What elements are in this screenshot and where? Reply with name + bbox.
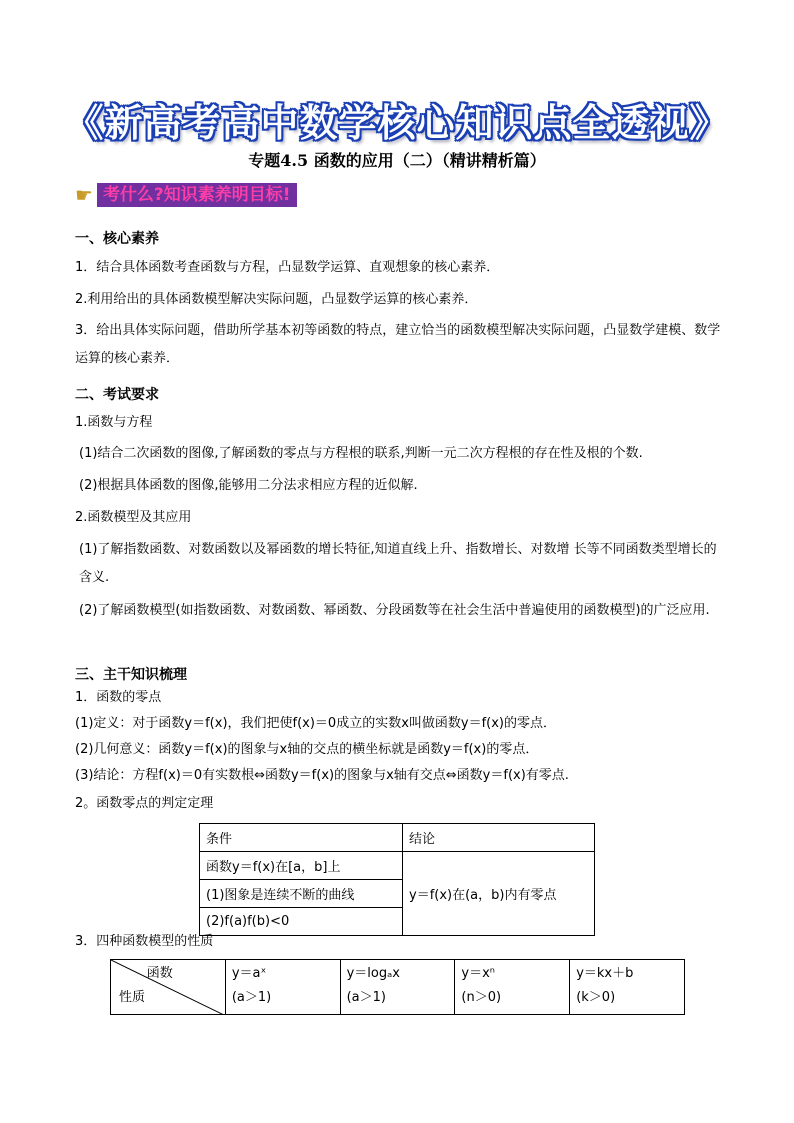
model-col-linear — [570, 960, 685, 1015]
core-item-1: 1．结合具体函数考查函数与方程，凸显数学运算、直观想象的核心素养． — [75, 260, 500, 275]
model-condition: (n＞0) — [461, 990, 502, 1005]
model-col-power — [455, 960, 570, 1015]
diagonal-header-cell — [111, 960, 226, 1015]
pointing-hand-icon: ☛ — [75, 183, 93, 207]
model-formula: y＝xⁿ — [461, 966, 495, 981]
condition-row-1: 函数y＝f(x)在[a，b]上 — [200, 852, 403, 880]
model-col-logarithmic — [340, 960, 455, 1015]
theorem-table — [199, 823, 595, 936]
corner-label-property: 性质 — [119, 990, 146, 1005]
model-col-exponential — [225, 960, 340, 1015]
model-formula: y＝kx＋b — [576, 966, 634, 981]
corner-label-function: 函数 — [146, 966, 173, 981]
model-condition: (a＞1) — [346, 990, 386, 1005]
section-banner — [75, 183, 297, 207]
table-header-condition: 条件 — [200, 824, 403, 852]
core-item-3: 3．给出具体实际问题，借助所学基本初等函数的特点，建立恰当的函数模型解决实际问题，凸显数学建模、数学运算的核心素养． — [75, 323, 721, 366]
models-heading: 3．四种函数模型的性质 — [75, 934, 214, 949]
zero-point-geometric: (2)几何意义：函数y＝f(x)的图象与x轴的交点的横坐标就是函数y＝f(x)的零点． — [75, 742, 539, 757]
zero-point-conclusion: (3)结论：方程f(x)＝0有实数根⇔函数y＝f(x)的图象与x轴有交点⇔函数y＝f(x)有零点. — [75, 768, 569, 783]
function-models-table — [110, 959, 685, 1015]
banner-text: 考什么?知识素养明目标! — [97, 183, 297, 207]
condition-row-3: (2)f(a)f(b)<0 — [200, 908, 403, 936]
zero-point-definition: (1)定义：对于函数y＝f(x)，我们把使f(x)＝0成立的实数x叫做函数y＝f(x)的零点． — [75, 716, 557, 731]
exam-item-2-2: (2)了解函数模型(如指数函数、对数函数、幂函数、分段函数等在社会生活中普遍使用的函数模型)的广泛应用. — [79, 603, 710, 618]
exam-group-2: 2.函数模型及其应用 — [75, 510, 192, 525]
exam-item-1-2: (2)根据具体函数的图像,能够用二分法求相应方程的近似解. — [79, 478, 418, 493]
heading-main-knowledge: 三、主干知识梳理 — [75, 667, 187, 683]
model-condition: (k＞0) — [576, 990, 616, 1005]
main-title: 《新高考高中数学核心知识点全透视》 — [65, 100, 729, 145]
heading-core-literacy: 一、核心素养 — [75, 231, 159, 247]
zero-point-heading: 1．函数的零点 — [75, 690, 162, 705]
theorem-heading: 2。函数零点的判定定理 — [75, 796, 214, 811]
table-header-conclusion: 结论 — [403, 824, 595, 852]
model-formula: y＝logₐx — [346, 966, 400, 981]
core-item-2: 2.利用给出的具体函数模型解决实际问题，凸显数学运算的核心素养． — [75, 292, 478, 307]
conclusion-cell: y＝f(x)在(a，b)内有零点 — [403, 852, 595, 936]
exam-item-2-1: (1)了解指数函数、对数函数以及幂函数的增长特征,知道直线上升、指数增长、对数增 长等不同函数类型增长的含义. — [79, 542, 717, 585]
model-condition: (a＞1) — [231, 990, 272, 1005]
exam-item-1-1: (1)结合二次函数的图像,了解函数的零点与方程根的联系,判断一元二次方程根的存在性及根的个数. — [79, 446, 643, 461]
subtitle: 专题4.5 函数的应用（二）（精讲精析篇） — [248, 151, 546, 170]
model-formula: y＝aˣ — [231, 966, 267, 981]
condition-row-2: (1)图象是连续不断的曲线 — [200, 880, 403, 908]
heading-exam-requirements: 二、考试要求 — [75, 387, 159, 403]
exam-group-1: 1.函数与方程 — [75, 415, 153, 430]
